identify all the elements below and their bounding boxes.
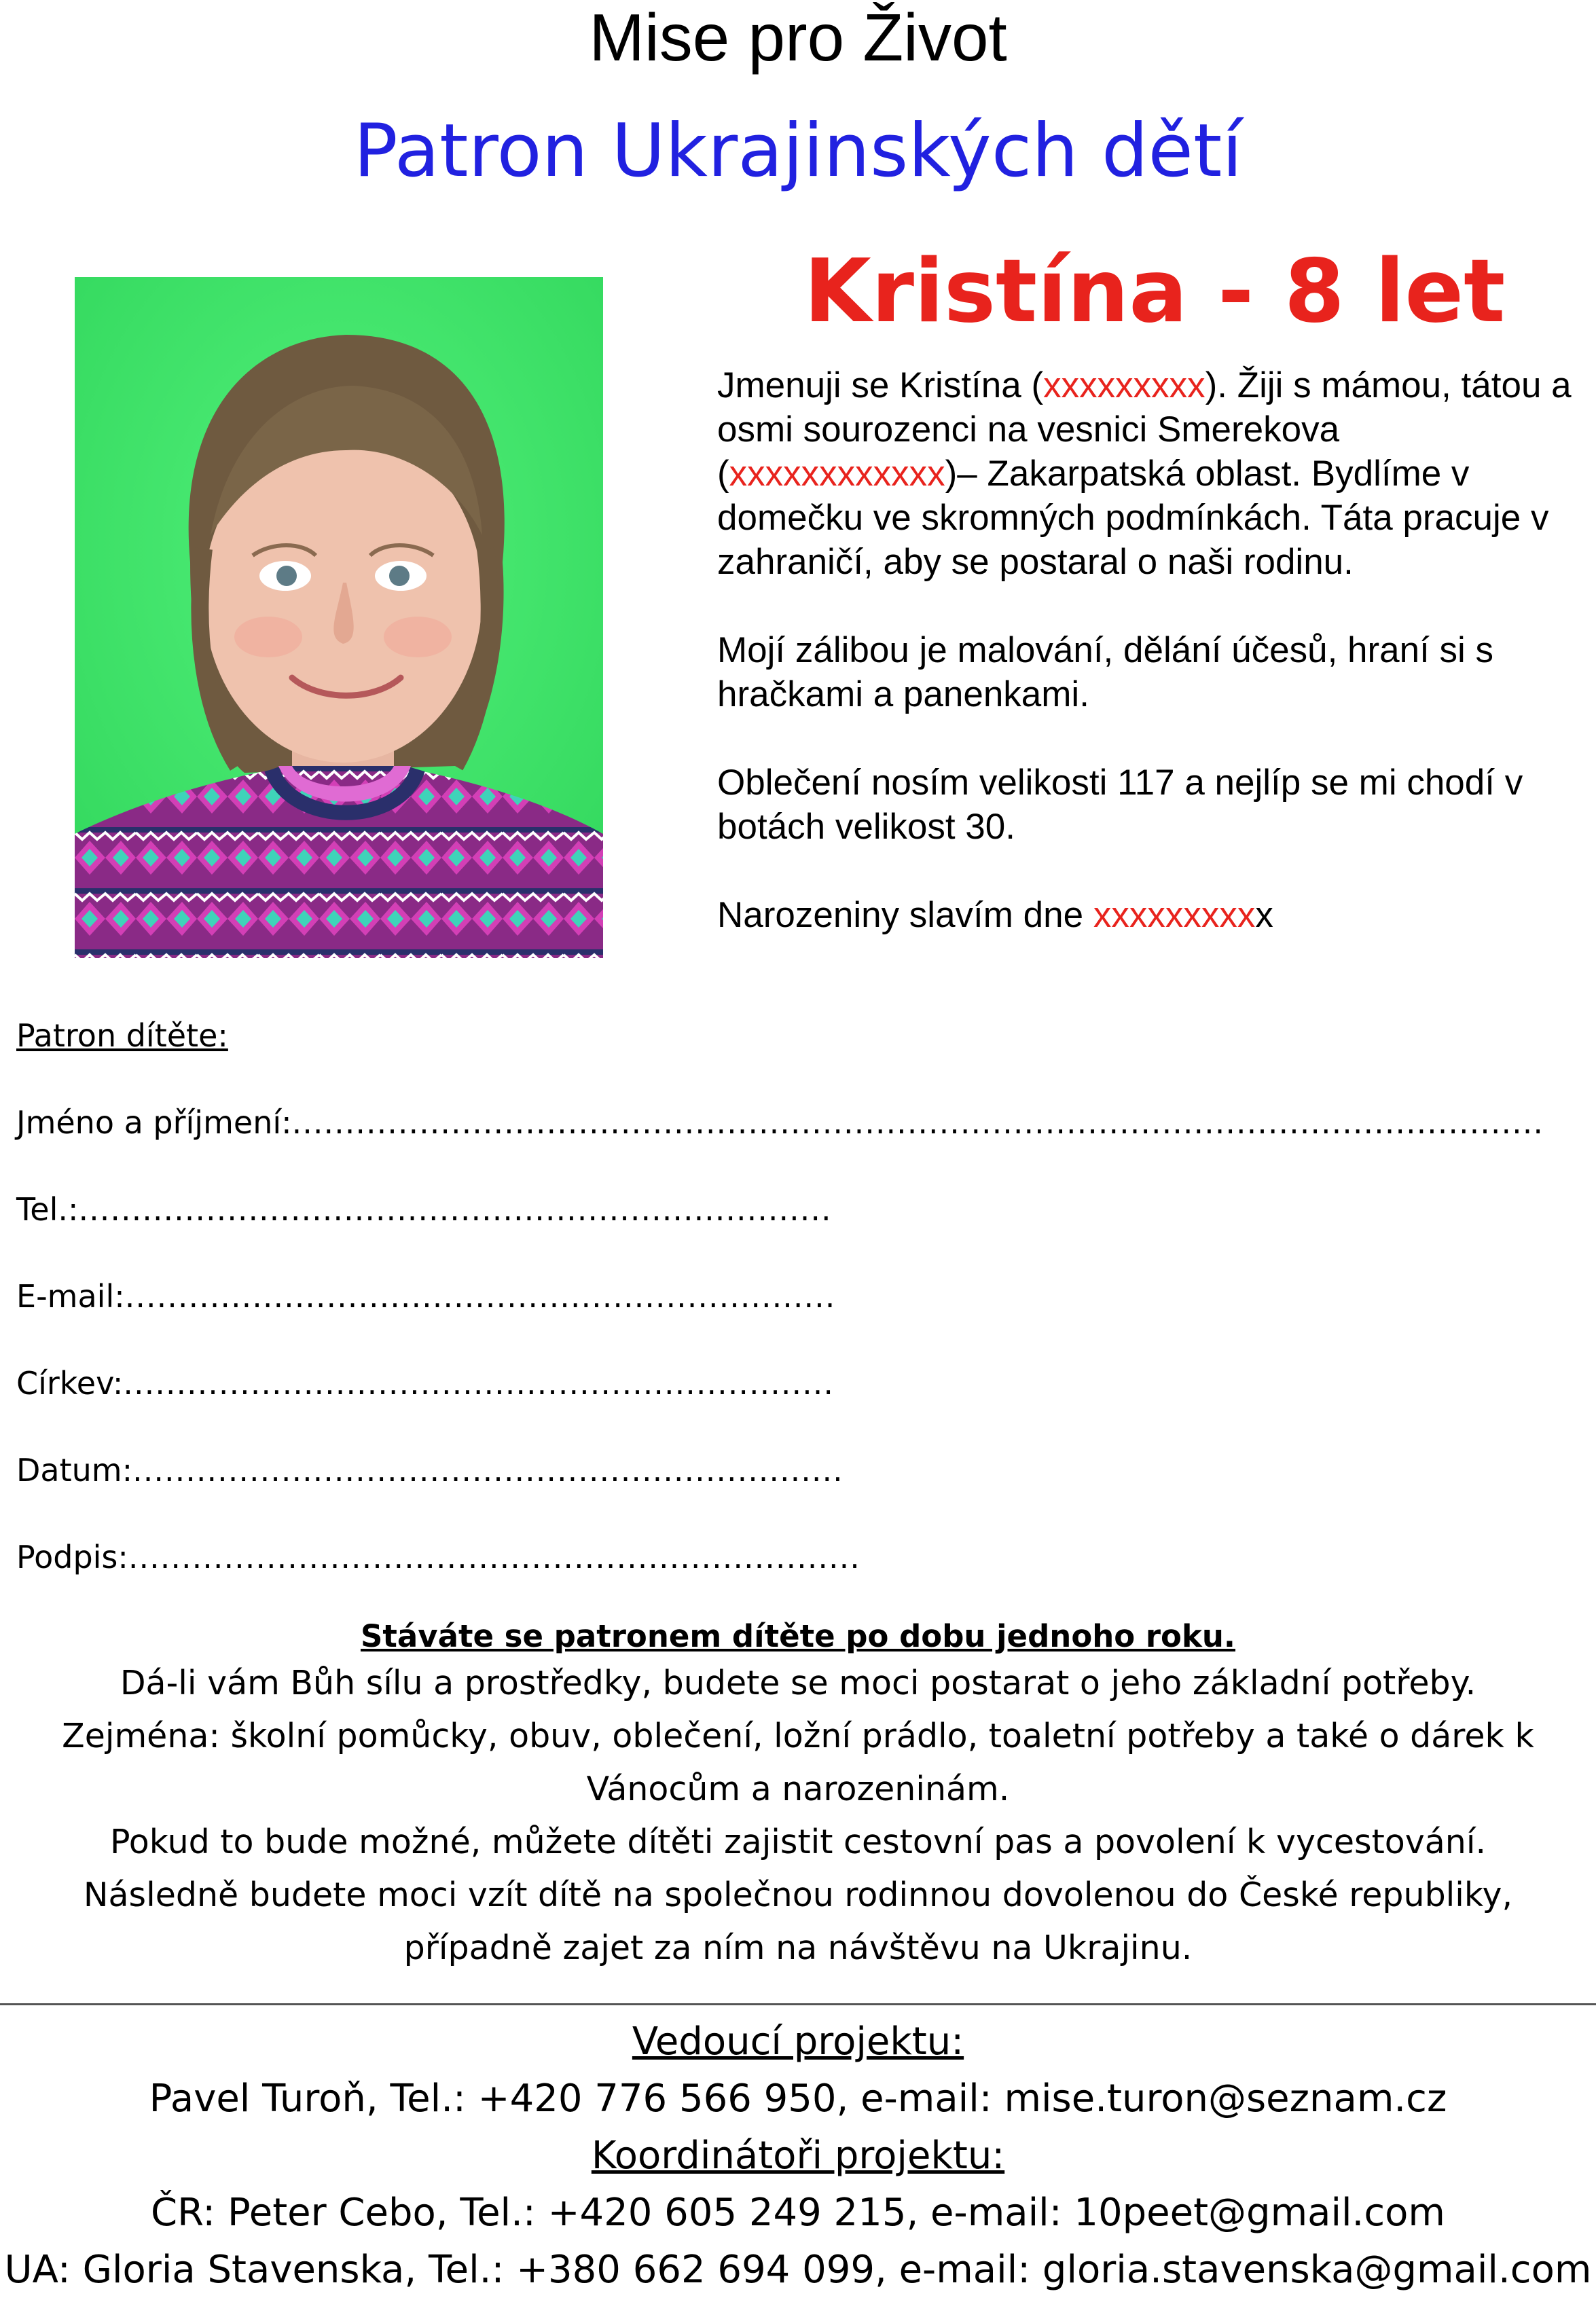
section-divider [0, 2003, 1596, 2005]
info-line: případně zajet za ním na návštěvu na Ukrajinu. [403, 1929, 1193, 1967]
fill-in-line[interactable]: ..................................................................... [128, 1539, 860, 1575]
redacted-text: xxxxxxxxxxxx [729, 454, 945, 494]
form-field-signature[interactable]: Podpis: ..................................................................... [16, 1533, 1578, 1620]
child-name-heading: Kristína - 8 let [803, 241, 1506, 342]
fill-in-line[interactable]: ....................................................................... [78, 1191, 832, 1228]
info-line: Vánocům a narozeninám. [586, 1770, 1010, 1808]
fill-in-line[interactable]: ................................................................... [123, 1365, 835, 1402]
redacted-text: xxxxxxxxx [1093, 895, 1256, 935]
sponsor-form [16, 1012, 1578, 1620]
page-title: Mise pro Život [589, 0, 1007, 75]
child-bio [717, 363, 1580, 937]
info-line: Dá-li vám Bůh sílu a prostředky, budete se moci postarat o jeho základní potřeby. [120, 1664, 1476, 1702]
info-line: Zejména: školní pomůcky, obuv, oblečení, ložní prádlo, toaletní potřeby a také o dárek k [62, 1717, 1534, 1755]
project-contacts [0, 2013, 1596, 2299]
form-field-email[interactable]: E-mail: ................................................................... [16, 1273, 1578, 1359]
sponsorship-info [0, 1616, 1596, 1975]
info-heading: Stáváte se patronem dítěte po dobu jednoho roku. [360, 1618, 1236, 1654]
form-heading: Patron dítěte: [16, 1017, 228, 1054]
leader-heading: Vedoucí projektu: [632, 2020, 964, 2064]
leader-contact: Pavel Turoň, Tel.: +420 776 566 950, e-mail: mise.turon@seznam.cz [149, 2077, 1447, 2121]
coordinator-ua-contact: UA: Gloria Stavenska, Tel.: +380 662 694 099, e-mail: gloria.stavenska@gmail.com [4, 2248, 1592, 2292]
info-line: Pokud to bude možné, můžete dítěti zajistit cestovní pas a povolení k vycestování. [109, 1823, 1487, 1861]
fill-in-line[interactable]: ................................................................... [132, 1452, 844, 1489]
coordinators-heading: Koordinátoři projektu: [591, 2134, 1005, 2178]
info-line: Následně budete moci vzít dítě na společnou rodinnou dovolenou do České republiky, [83, 1876, 1513, 1914]
form-field-church[interactable]: Církev: ................................................................... [16, 1359, 1578, 1446]
child-portrait-illustration [75, 277, 603, 958]
bio-paragraph-sizes: Oblečení nosím velikosti 117 a nejlíp se mi chodí v botách velikost 30. [717, 763, 1523, 847]
bio-paragraph-hobbies: Mojí zálibou je malování, dělání účesů, hraní si s hračkami a panenkami. [717, 630, 1494, 714]
child-photo [75, 277, 603, 958]
bio-paragraph-intro: Jmenuji se Kristína (xxxxxxxxx). Žiji s mámou, tátou a osmi sourozenci na vesnici Smerekova (xxxxxxxxxxxx)– Zakarpatská oblast. Bydlíme v domečku ve skromných podmínkách. Táta pracuje v zahraničí, aby se postaral o naši rodinu. [717, 365, 1572, 582]
fill-in-line[interactable]: ................................................................... [124, 1278, 836, 1315]
redacted-text: xxxxxxxxx [1043, 365, 1205, 405]
coordinator-cz-contact: ČR: Peter Cebo, Tel.: +420 605 249 215, e-mail: 10peet@gmail.com [151, 2191, 1445, 2235]
page-subtitle: Patron Ukrajinských dětí [353, 109, 1243, 194]
fill-in-line[interactable]: ...................................................................................................................... [291, 1104, 1544, 1141]
bio-paragraph-birthday: Narozeniny slavím dne xxxxxxxxxx [717, 895, 1273, 935]
form-field-date[interactable]: Datum: ................................................................... [16, 1446, 1578, 1533]
form-field-name[interactable]: Jméno a příjmení: ...................................................................................................................... [16, 1099, 1578, 1186]
form-field-phone[interactable]: Tel.: ....................................................................... [16, 1186, 1578, 1273]
